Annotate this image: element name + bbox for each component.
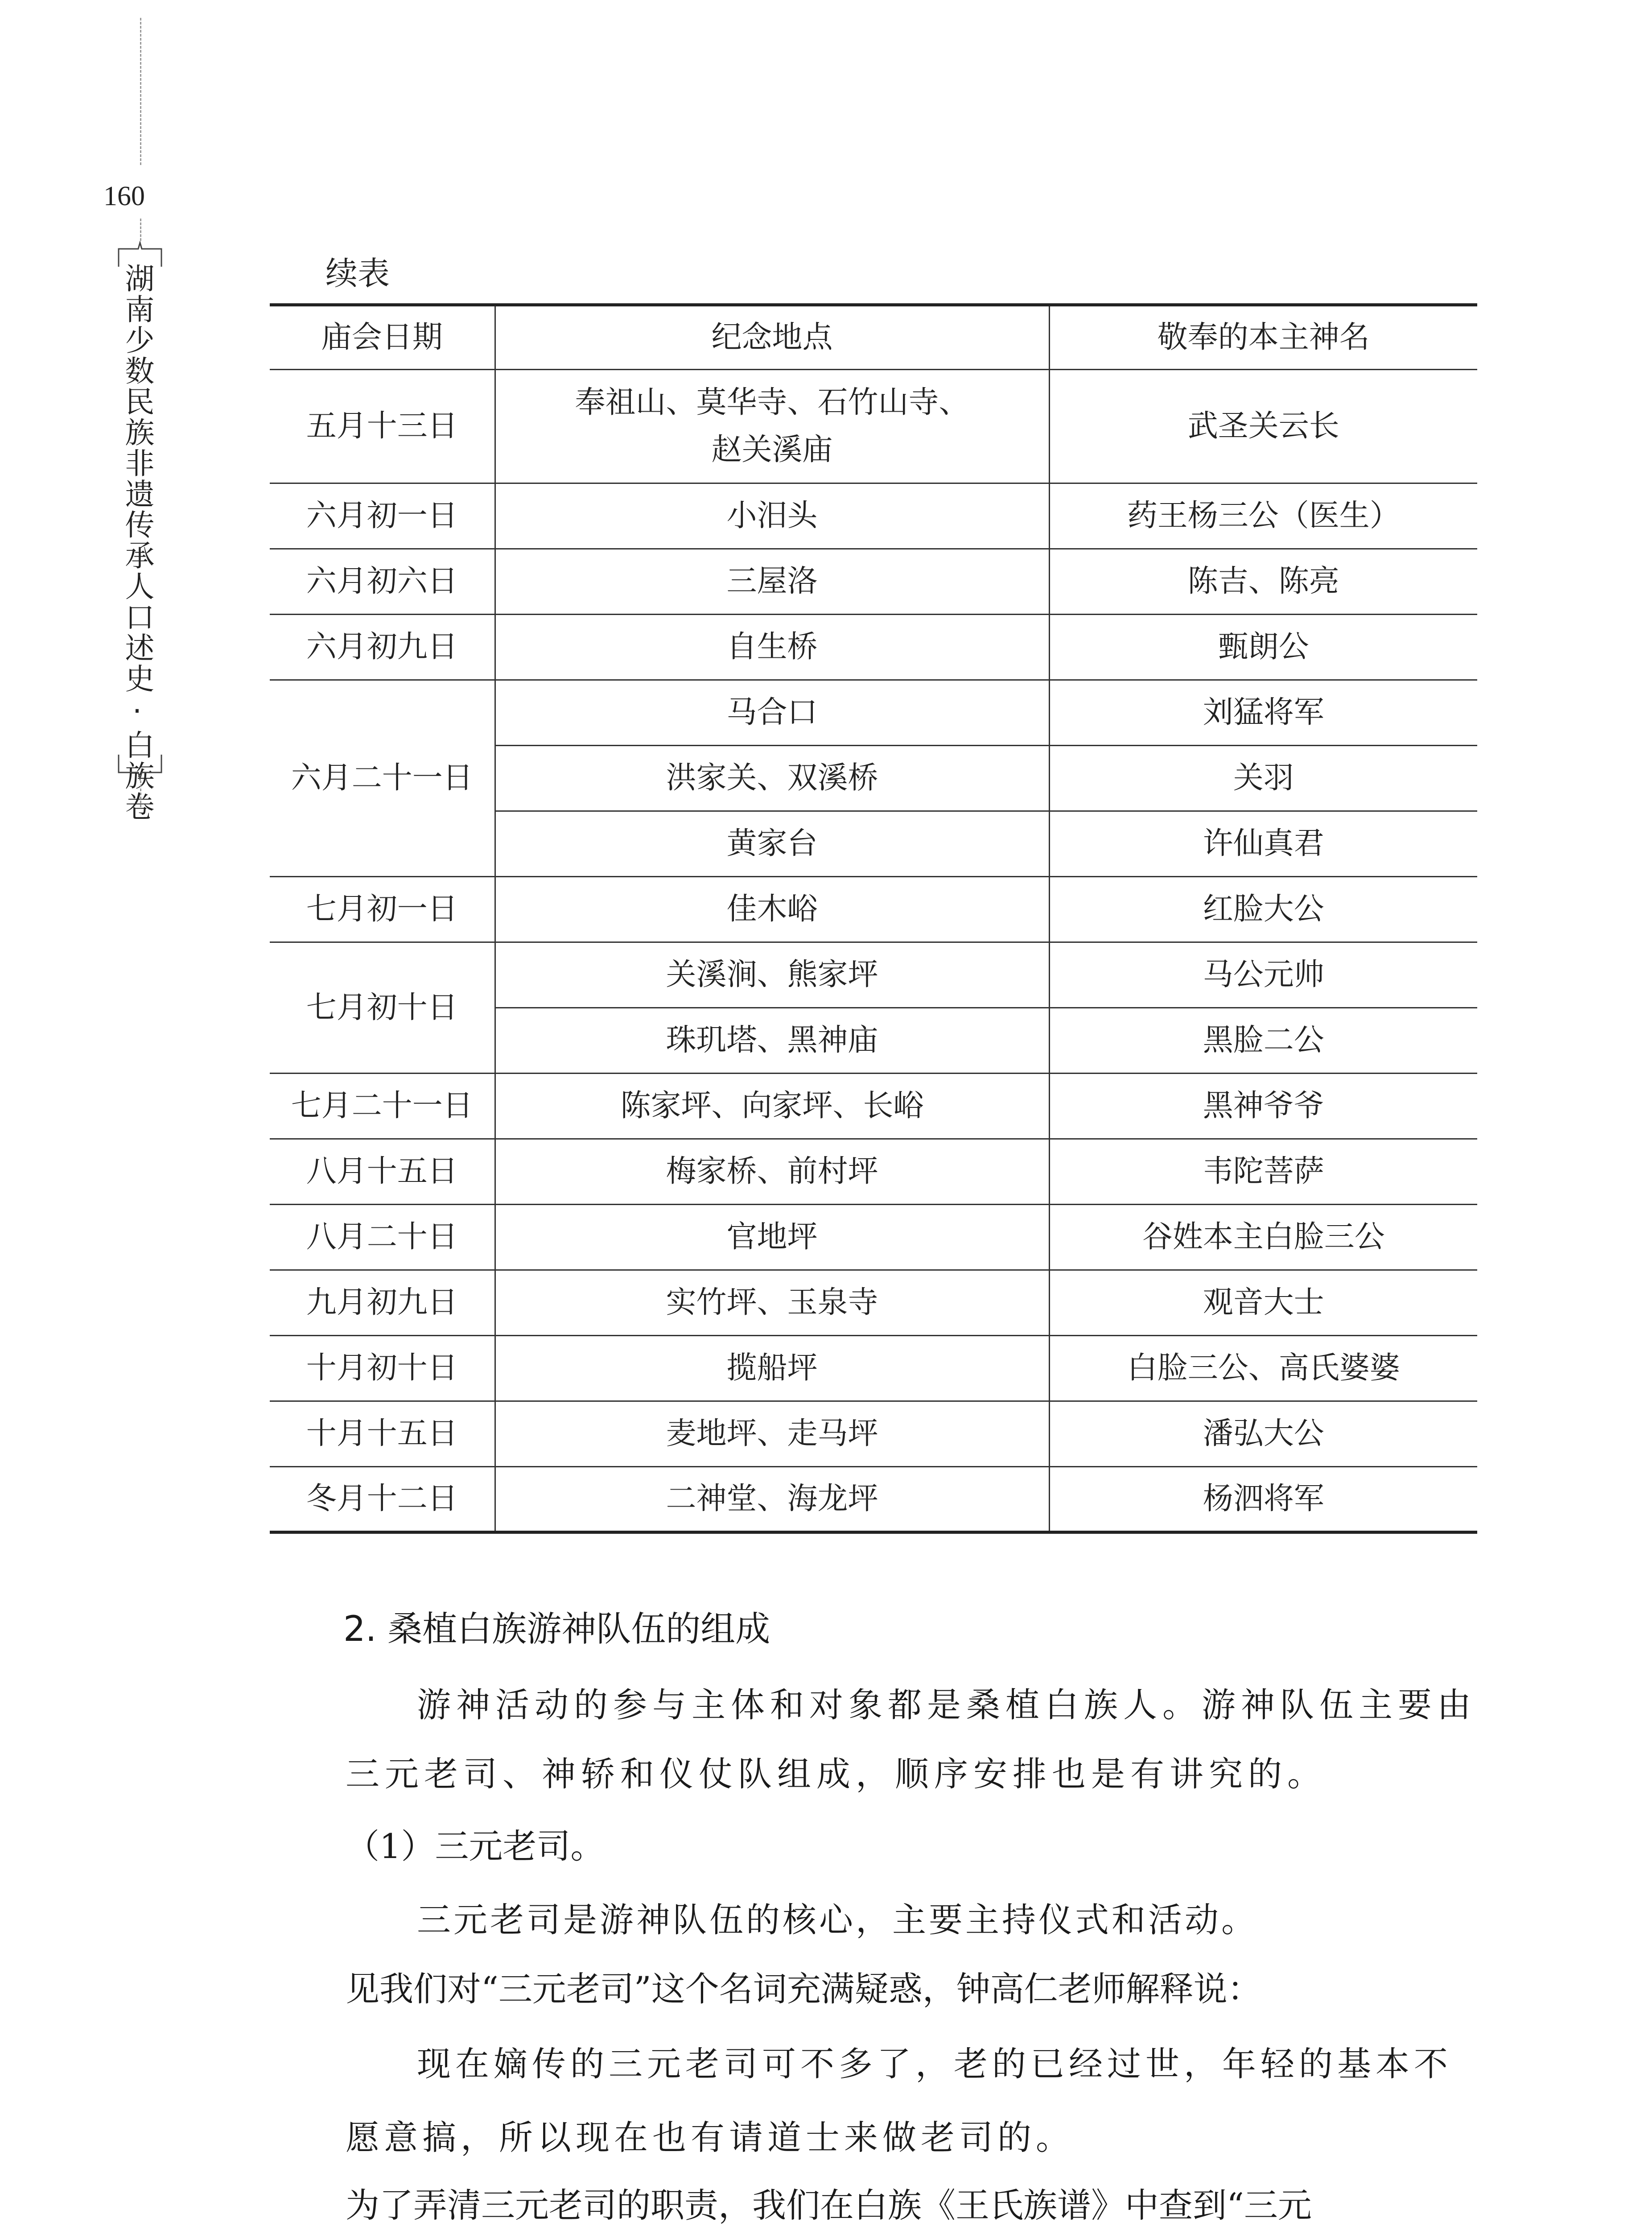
cell-place: 洪家关、双溪桥 [495,746,1049,811]
cell-place: 揽船坪 [495,1336,1049,1401]
table-row [270,877,1477,942]
table-row [270,1270,1477,1336]
cell-place: 马合口 [495,680,1049,746]
cell-deity: 白脸三公、高氏婆婆 [1049,1336,1477,1401]
cell-place: 陈家坪、向家坪、长峪 [495,1074,1049,1139]
page-number: 160 [103,181,145,211]
cell-deity: 谷姓本主白脸三公 [1049,1205,1477,1270]
table-caption: 续表 [325,255,390,292]
paragraph-quote: 现在嫡传的三元老司可不多了，老的已经过世，年轻的基本不愿意搞，所以现在也有请道士来做老司的。 [346,2044,1452,2157]
table-row [270,680,1477,746]
cell-deity: 药王杨三公（医生） [1049,483,1477,549]
cell-place: 关溪涧、熊家坪 [495,942,1049,1008]
cell-place: 梅家桥、前村坪 [495,1139,1049,1205]
cell-deity: 观音大士 [1049,1270,1477,1336]
cell-place: 黄家台 [495,811,1049,877]
table-row [270,1205,1477,1270]
cell-place: 自生桥 [495,615,1049,680]
cell-date: 冬月十二日 [270,1467,495,1532]
cell-place: 官地坪 [495,1205,1049,1270]
cell-date: 五月十三日 [270,370,495,483]
cell-place: 佳木峪 [495,877,1049,942]
margin-dash-top [140,18,141,165]
cell-deity: 红脸大公 [1049,877,1477,942]
table-row [270,1074,1477,1139]
cell-date: 八月二十日 [270,1205,495,1270]
cell-deity: 甄朗公 [1049,615,1477,680]
cell-place: 小汨头 [495,483,1049,549]
paragraph-intro: 游神活动的参与主体和对象都是桑植白族人。游神队伍主要由三元老司、神轿和仪仗队组成，顺序安排也是有讲究的。 [346,1685,1476,1794]
table-row [270,1467,1477,1532]
section-heading: 2. 桑植白族游神队伍的组成 [343,1609,770,1649]
paragraph-core-role: 三元老司是游神队伍的核心，主要主持仪式和活动。 [417,1900,1258,1940]
table-row [270,1401,1477,1467]
cell-date: 七月初十日 [270,942,495,1074]
table-row [270,1139,1477,1205]
cell-date: 七月初一日 [270,877,495,942]
cell-date: 六月初六日 [270,549,495,615]
cell-deity: 马公元帅 [1049,942,1477,1008]
cell-date: 六月初一日 [270,483,495,549]
table-row [270,549,1477,615]
margin-dash-mid [140,219,141,241]
cell-place: 麦地坪、走马坪 [495,1401,1049,1467]
cell-deity: 武圣关云长 [1049,370,1477,483]
cell-date: 八月十五日 [270,1139,495,1205]
cell-date: 七月二十一日 [270,1074,495,1139]
cell-date: 十月初十日 [270,1336,495,1401]
header-place: 纪念地点 [495,305,1049,370]
table-row [270,370,1477,483]
cell-deity: 杨泗将军 [1049,1467,1477,1532]
cell-deity: 韦陀菩萨 [1049,1139,1477,1205]
table-row [270,615,1477,680]
cell-deity: 许仙真君 [1049,811,1477,877]
cell-deity: 陈吉、陈亮 [1049,549,1477,615]
cell-place: 三屋洛 [495,549,1049,615]
cell-date: 六月二十一日 [270,680,495,877]
cell-deity: 黑脸二公 [1049,1008,1477,1074]
cell-place: 实竹坪、玉泉寺 [495,1270,1049,1336]
table-row [270,1336,1477,1401]
header-date: 庙会日期 [270,305,495,370]
cell-deity: 黑神爷爷 [1049,1074,1477,1139]
cell-deity: 关羽 [1049,746,1477,811]
table-row [270,483,1477,549]
cell-place: 珠玑塔、黑神庙 [495,1008,1049,1074]
cell-date: 九月初九日 [270,1270,495,1336]
cell-place: 奉祖山、莫华寺、石竹山寺、赵关溪庙 [495,370,1049,483]
paragraph-explanation-intro: 见我们对“三元老司”这个名词充满疑惑，钟高仁老师解释说： [346,1969,1261,2009]
cell-date: 十月十五日 [270,1401,495,1467]
title-bracket-bottom [115,754,164,780]
book-title: 湖南少数民族非遗传承人口述史·白族卷 [120,263,154,822]
subsection-label: （1）三元老司。 [346,1826,605,1866]
table-header-row [270,305,1477,370]
cell-date: 六月初九日 [270,615,495,680]
cell-place: 二神堂、海龙坪 [495,1467,1049,1532]
temple-fair-table [270,303,1477,1534]
paragraph-genealogy: 为了弄清三元老司的职责，我们在白族《王氏族谱》中查到“三元 [346,2185,1312,2225]
cell-deity: 刘猛将军 [1049,680,1477,746]
table-row [270,942,1477,1008]
margin-dash-bottom [140,780,141,807]
cell-deity: 潘弘大公 [1049,1401,1477,1467]
header-deity: 敬奉的本主神名 [1049,305,1477,370]
